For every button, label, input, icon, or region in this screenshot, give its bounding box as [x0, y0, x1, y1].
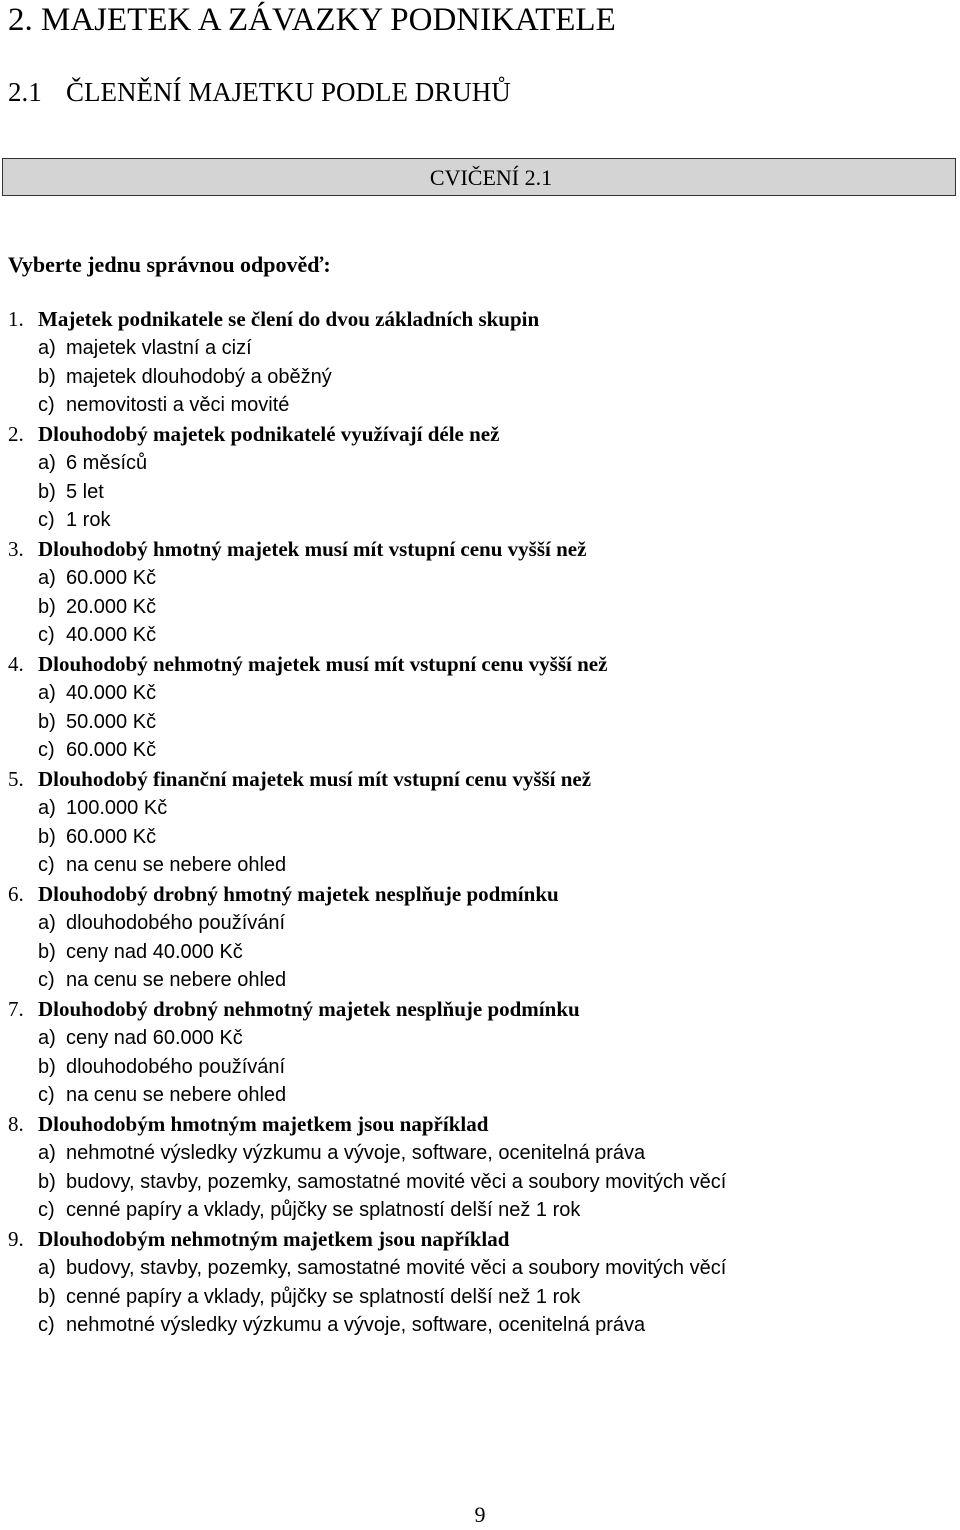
answer-text: budovy, stavby, pozemky, samostatné movité věci a soubory movitých věcí [66, 1256, 727, 1279]
question [0, 305, 960, 334]
answer-text: cenné papíry a vklady, půjčky se splatností delší než 1 rok [66, 1285, 581, 1308]
question-text: Dlouhodobým nehmotným majetkem jsou například [38, 1227, 510, 1251]
answer-letter: c) [38, 1199, 55, 1222]
question-text: Dlouhodobý hmotný majetek musí mít vstupní cenu vyšší než [38, 537, 587, 561]
section-number: 2.1 [8, 77, 42, 107]
answer-letter: b) [38, 480, 56, 503]
answer-letter: b) [38, 1285, 56, 1308]
answer-letter: c) [38, 854, 55, 877]
answer-option [0, 564, 960, 593]
answer-option [0, 966, 960, 995]
question-number: 6. [8, 882, 24, 906]
instruction: Vyberte jednu správnou odpověď: [8, 252, 331, 277]
answer-option [0, 1196, 960, 1225]
answer-option [0, 1081, 960, 1110]
answer-text: dlouhodobého používání [66, 1055, 286, 1078]
chapter-heading: 2. MAJETEK A ZÁVAZKY PODNIKATELE [8, 2, 616, 38]
answer-letter: b) [38, 365, 56, 388]
answer-option [0, 679, 960, 708]
answer-text: cenné papíry a vklady, půjčky se splatností delší než 1 rok [66, 1199, 581, 1222]
answer-text: 50.000 Kč [66, 710, 157, 733]
answer-letter: c) [38, 1314, 55, 1337]
answer-letter: c) [38, 394, 55, 417]
question-number: 8. [8, 1112, 24, 1136]
answer-text: 1 rok [66, 509, 111, 532]
answer-option [0, 1168, 960, 1197]
answer-text: 5 let [66, 480, 104, 503]
page-number: 9 [474, 1502, 486, 1527]
answer-text: 20.000 Kč [66, 595, 157, 618]
answer-letter: a) [38, 681, 56, 704]
answer-letter: b) [38, 825, 56, 848]
answer-letter: a) [38, 336, 56, 359]
answer-text: 60.000 Kč [66, 566, 157, 589]
question-text: Dlouhodobý drobný nehmotný majetek nesplňuje podmínku [38, 997, 580, 1021]
question-number: 2. [8, 422, 24, 446]
answer-option [0, 1254, 960, 1283]
answer-text: 60.000 Kč [66, 739, 157, 762]
answer-letter: b) [38, 710, 56, 733]
question [0, 995, 960, 1024]
answer-option [0, 1024, 960, 1053]
answer-text: 40.000 Kč [66, 624, 157, 647]
question [0, 535, 960, 564]
answer-option [0, 794, 960, 823]
answer-text: nemovitosti a věci movité [66, 394, 290, 417]
question [0, 420, 960, 449]
answer-letter: a) [38, 1026, 56, 1049]
question-number: 3. [8, 537, 24, 561]
answer-option [0, 1053, 960, 1082]
answer-option [0, 1283, 960, 1312]
answer-letter: b) [38, 1055, 56, 1078]
answer-letter: a) [38, 451, 56, 474]
question-text: Dlouhodobý finanční majetek musí mít vstupní cenu vyšší než [38, 767, 592, 791]
question-text: Dlouhodobý drobný hmotný majetek nesplňuje podmínku [38, 882, 559, 906]
question-text: Dlouhodobý nehmotný majetek musí mít vstupní cenu vyšší než [38, 652, 608, 676]
answer-letter: a) [38, 1256, 56, 1279]
answer-option [0, 334, 960, 363]
answer-option [0, 621, 960, 650]
answer-option [0, 736, 960, 765]
question-number: 7. [8, 997, 24, 1021]
question [0, 765, 960, 794]
question [0, 1225, 960, 1254]
question [0, 650, 960, 679]
question-text: Majetek podnikatele se člení do dvou základních skupin [38, 307, 540, 331]
answer-letter: a) [38, 1141, 56, 1164]
answer-text: 60.000 Kč [66, 825, 157, 848]
answer-text: na cenu se nebere ohled [66, 969, 287, 992]
answer-letter: a) [38, 911, 56, 934]
answer-option [0, 478, 960, 507]
answer-letter: c) [38, 739, 55, 762]
answer-option [0, 391, 960, 420]
answer-option [0, 708, 960, 737]
answer-text: na cenu se nebere ohled [66, 1084, 287, 1107]
answer-text: na cenu se nebere ohled [66, 854, 287, 877]
answer-option [0, 851, 960, 880]
exercise-title: CVIČENÍ 2.1 [429, 165, 553, 190]
answer-text: budovy, stavby, pozemky, samostatné movité věci a soubory movitých věcí [66, 1170, 727, 1193]
answer-letter: b) [38, 940, 56, 963]
answer-text: majetek dlouhodobý a oběžný [66, 365, 332, 388]
answer-text: dlouhodobého používání [66, 911, 286, 934]
question-number: 1. [8, 307, 24, 331]
answer-option [0, 1139, 960, 1168]
question-number: 4. [8, 652, 24, 676]
question [0, 880, 960, 909]
question-text: Dlouhodobý majetek podnikatelé využívají déle než [38, 422, 500, 446]
answer-text: nehmotné výsledky výzkumu a vývoje, software, ocenitelná práva [66, 1141, 646, 1164]
answer-option [0, 363, 960, 392]
answer-option [0, 823, 960, 852]
answer-option [0, 506, 960, 535]
question [0, 1110, 960, 1139]
answer-option [0, 449, 960, 478]
answer-text: 40.000 Kč [66, 681, 157, 704]
answer-text: nehmotné výsledky výzkumu a vývoje, software, ocenitelná práva [66, 1314, 646, 1337]
answer-text: ceny nad 40.000 Kč [66, 940, 243, 963]
answer-letter: c) [38, 969, 55, 992]
exercise-banner [2, 158, 956, 196]
answer-text: majetek vlastní a cizí [66, 336, 252, 359]
question-number: 9. [8, 1227, 24, 1251]
question-list [0, 305, 960, 1340]
answer-text: ceny nad 60.000 Kč [66, 1026, 243, 1049]
question-text: Dlouhodobým hmotným majetkem jsou například [38, 1112, 489, 1136]
answer-letter: b) [38, 1170, 56, 1193]
answer-text: 6 měsíců [66, 451, 148, 474]
answer-option [0, 1311, 960, 1340]
answer-option [0, 909, 960, 938]
answer-letter: c) [38, 509, 55, 532]
section-title: ČLENĚNÍ MAJETKU PODLE DRUHŮ [66, 77, 511, 107]
answer-letter: c) [38, 624, 55, 647]
answer-letter: b) [38, 595, 56, 618]
answer-option [0, 593, 960, 622]
question-number: 5. [8, 767, 24, 791]
section-heading [8, 72, 511, 112]
answer-letter: a) [38, 796, 56, 819]
answer-option [0, 938, 960, 967]
answer-letter: c) [38, 1084, 55, 1107]
answer-letter: a) [38, 566, 56, 589]
answer-text: 100.000 Kč [66, 796, 168, 819]
